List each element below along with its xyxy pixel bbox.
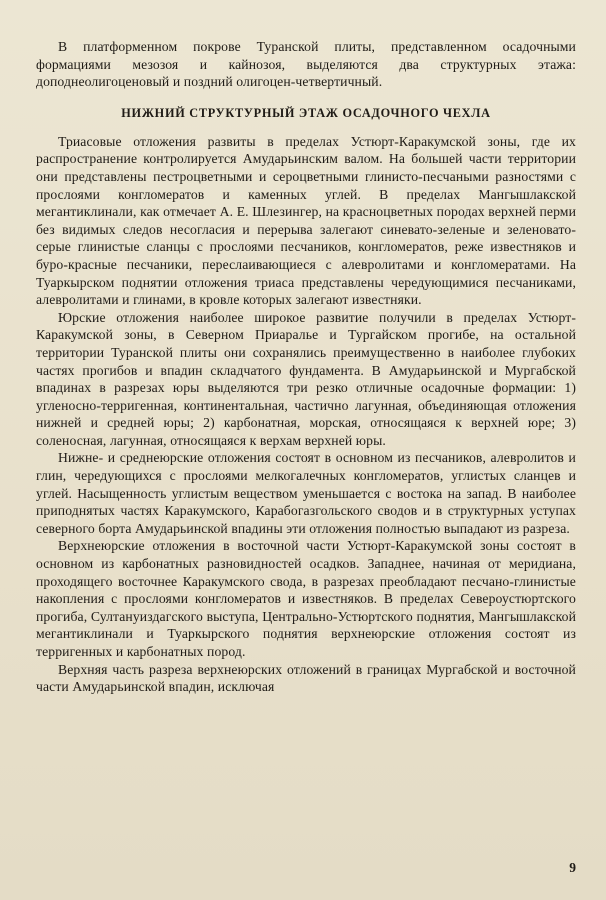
section-title: НИЖНИЙ СТРУКТУРНЫЙ ЭТАЖ ОСАДОЧНОГО ЧЕХЛА xyxy=(121,105,491,120)
paragraph-lower-middle-jurassic: Нижне- и среднеюрские отложения состоят в основном из песчаников, алевролитов и глин, чередующихся с прослоями мелкогалечных конгломератов, углистых сланцев и углей. Насыщенность углистым веществом уменьшается с востока на запад. В наиболее приподнятых частях Каракумского, Карабогазгольского сводов и в структурных уступах северного борта Амударьинской впадины эти отложения полностью выпадают из разреза. xyxy=(36,450,576,536)
paragraph-upper-jurassic-section: Верхняя часть разреза верхнеюрских отложений в границах Мургабской и восточной части Амударьинской впадин, исключая xyxy=(36,661,576,695)
paragraph-upper-jurassic: Верхнеюрские отложения в восточной части Устюрт-Каракумской зоны состоят в основном из карбонатных разновидностей осадков. Западнее, начиная от меридиана, проходящего восточнее Каракумского свода, в разрезах преобладают песчано-глинистые накопления с прослоями конгломератов и известняков. В пределах Североустюртского прогиба, Султануиздагского выступа, Центрально-Устюртского поднятия, Мангышлакской мегантиклинали и Туаркырского поднятия верхнеюрские отложения состоят из терригенных и карбонатных пород. xyxy=(36,538,576,659)
page-number: 9 xyxy=(569,860,576,875)
paragraph-jurassic: Юрские отложения наиболее широкое развитие получили в пределах Устюрт-Каракумской зоны, в Северном Приаралье и Тургайском прогибе, на остальной территории Туранской плиты они сохранялись преимущественно в наиболее глубоких частях прогибов и впадин складчатого фундамента. В Амударьинской и Мургабской впадинах в разрезах юры выделяются три резко отличные осадочные формации: 1) угленосно-терригенная, континентальная, частично лагунная, объединяющая отложения нижней и средней юры; 2) карбонатная, морская, относящаяся к верхней юре; 3) соленосная, лагунная, относящаяся к верхам верхней юры. xyxy=(36,309,576,448)
paragraph-triassic: Триасовые отложения развиты в пределах Устюрт-Каракумской зоны, где их распространение контролируется Амударьинским валом. На большей части территории они представлены пестроцветными и сероцветными глинисто-песчаными разностями с прослоями конгломератов и каменных углей. В пределах Мангышлакской мегантиклинали, как отмечает А. Е. Шлезингер, на красноцветных породах верхней перми без видимых следов несогласия и перерыва залегают синевато-зеленые и зеленовато-серые глинистые сланцы с прослоями песчаников, конгломератов, реже известняков и буро-красные песчаники, переслаивающиеся с алевролитами и конгломератами. На Туаркырском поднятии отложения триаса представлены чередующимися песчаниками, алевролитами и глинами, в кровле которых залегают известняки. xyxy=(36,133,576,308)
intro-paragraph: В платформенном покрове Туранской плиты, представленном осадочными формациями мезозоя и кайнозоя, выделяются два структурных этажа: доподнеолигоценовый и поздний олигоцен-четвертичный. xyxy=(36,39,576,90)
